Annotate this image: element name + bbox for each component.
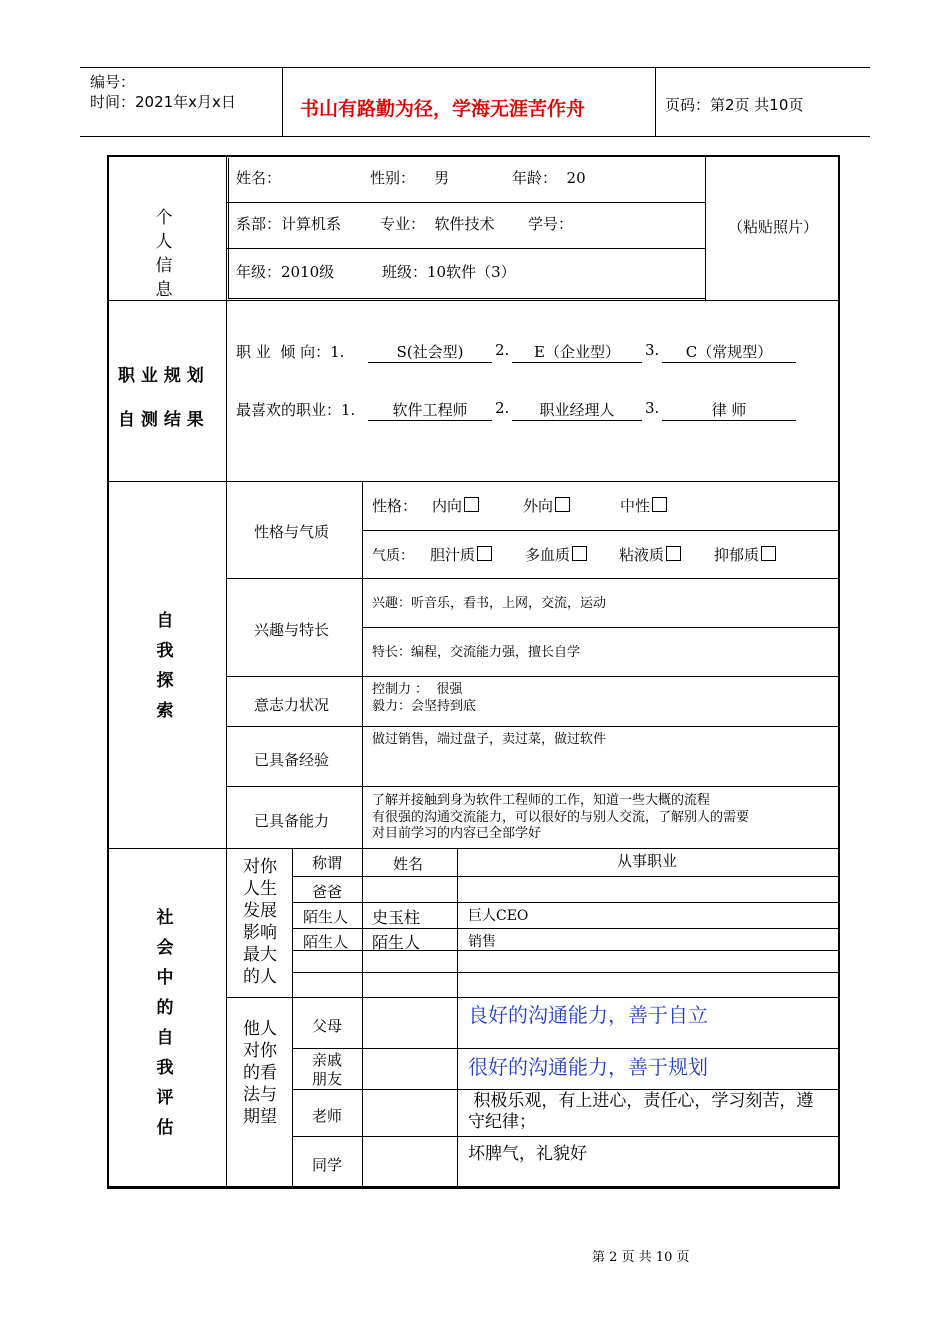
section-social-evaluation: 社 会 中 的 自 我 评 估 xyxy=(156,908,174,1138)
ability-label: 已具备能力 xyxy=(254,812,330,830)
option-extrovert[interactable]: 外向 xyxy=(523,495,570,516)
strengths-text: 特长：编程，交流能力强，擅长自学 xyxy=(372,645,581,660)
personality-title: 性格： xyxy=(372,497,418,515)
page-info: 页码：第2页 共10页 xyxy=(665,96,804,114)
influencer-title: 陌生人 xyxy=(303,908,349,926)
age-field: 年龄： 20 xyxy=(512,169,586,187)
grade-field: 年级：2010级 xyxy=(236,263,335,281)
ability-line: 对目前学习的内容已全部学好 xyxy=(372,826,542,841)
influencer-name: 陌生人 xyxy=(372,933,421,952)
class-field: 班级：10软件（3） xyxy=(382,263,516,281)
tendency-2: E（企业型） xyxy=(512,341,642,363)
checkbox-icon xyxy=(464,497,479,512)
checkbox-icon xyxy=(477,546,492,561)
personality-label: 性格与气质 xyxy=(254,523,330,541)
favorite-label: 最喜欢的职业：1. xyxy=(236,401,356,419)
option-choleric[interactable]: 胆汁质 xyxy=(430,544,492,565)
opinion-who: 老师 xyxy=(312,1107,343,1125)
influencer-job: 巨人CEO xyxy=(468,908,529,924)
interests-text: 兴趣：听音乐，看书，上网，交流，运动 xyxy=(372,596,607,611)
option-melancholic[interactable]: 抑郁质 xyxy=(714,544,776,565)
opinion-who: 亲戚朋友 xyxy=(312,1051,343,1088)
checkbox-icon xyxy=(666,546,681,561)
section-personal: 个 人 信 息 xyxy=(155,208,177,300)
header-divider xyxy=(282,68,283,136)
influencer-title: 爸爸 xyxy=(312,883,343,901)
influencer-title: 陌生人 xyxy=(303,933,349,951)
opinion-text: 坏脾气，礼貌好 xyxy=(468,1144,587,1164)
header-divider xyxy=(655,68,656,136)
willpower-label: 意志力状况 xyxy=(254,696,330,714)
tendency-3: C（常规型） xyxy=(662,341,796,363)
experience-label: 已具备经验 xyxy=(254,751,330,769)
willpower-perseverance: 毅力：会坚持到底 xyxy=(372,699,477,714)
option-phlegmatic[interactable]: 粘液质 xyxy=(619,544,681,565)
section-career-line1: 职 业 规 划 xyxy=(118,366,204,386)
opinion-text: 良好的沟通能力，善于自立 xyxy=(468,1003,708,1027)
favorite-1: 软件工程师 xyxy=(368,399,492,421)
option-introvert[interactable]: 内向 xyxy=(432,495,479,516)
experience-text: 做过销售，端过盘子，卖过菜，做过软件 xyxy=(372,732,607,747)
doc-time: 时间：2021年x月x日 xyxy=(90,93,236,111)
dept-field: 系部：计算机系 xyxy=(236,215,342,233)
influencer-job: 销售 xyxy=(468,934,496,950)
favorite-3-number: 3. xyxy=(645,399,660,417)
option-neutral[interactable]: 中性 xyxy=(620,495,667,516)
name-field: 姓名： xyxy=(236,169,282,187)
section-career-line2: 自 测 结 果 xyxy=(118,410,204,430)
opinion-who: 父母 xyxy=(312,1017,343,1035)
col-name-header: 姓名 xyxy=(393,855,424,873)
major-field: 专业： 软件技术 xyxy=(380,215,495,233)
checkbox-icon xyxy=(572,546,587,561)
ability-line: 了解并接触到身为软件工程师的工作，知道一些大概的流程 xyxy=(372,793,711,808)
opinion-who: 同学 xyxy=(312,1156,343,1174)
checkbox-icon xyxy=(652,497,667,512)
option-sanguine[interactable]: 多血质 xyxy=(525,544,587,565)
student-number-field: 学号： xyxy=(528,215,574,233)
tendency-2-number: 2. xyxy=(495,341,510,359)
section-self-exploration: 自 我 探 索 xyxy=(156,611,174,721)
temperament-title: 气质： xyxy=(372,548,414,564)
header-motto: 书山有路勤为径，学海无涯苦作舟 xyxy=(300,98,586,120)
opinion-label: 他人 对你 的看 法与 期望 xyxy=(243,1019,277,1127)
tendency-label: 职 业 倾 向：1. xyxy=(236,343,345,361)
photo-placeholder: （粘贴照片） xyxy=(728,218,819,236)
opinion-text: 很好的沟通能力，善于规划 xyxy=(468,1055,708,1079)
opinion-text: 积极乐观，有上进心，责任心，学习刻苦，遵守纪律； xyxy=(468,1091,814,1132)
doc-number-label: 编号： xyxy=(90,73,136,91)
page-footer: 第 2 页 共 10 页 xyxy=(592,1250,690,1265)
tendency-3-number: 3. xyxy=(645,341,660,359)
col-job-header: 从事职业 xyxy=(617,852,678,870)
tendency-1: S(社会型) xyxy=(368,341,492,363)
gender-field: 性别： 男 xyxy=(370,169,450,187)
checkbox-icon xyxy=(761,546,776,561)
willpower-control: 控制力 ： 很强 xyxy=(372,682,463,697)
favorite-2-number: 2. xyxy=(495,399,510,417)
col-title-header: 称谓 xyxy=(312,854,343,872)
favorite-3: 律 师 xyxy=(662,399,796,421)
influence-label: 对你 人生 发展 影响 最大 的人 xyxy=(243,857,277,987)
influencer-name: 史玉柱 xyxy=(372,908,421,927)
interest-label: 兴趣与特长 xyxy=(254,621,330,639)
checkbox-icon xyxy=(555,497,570,512)
favorite-2: 职业经理人 xyxy=(512,399,642,421)
ability-line: 有很强的沟通交流能力，可以很好的与别人交流，了解别人的需要 xyxy=(372,810,750,825)
